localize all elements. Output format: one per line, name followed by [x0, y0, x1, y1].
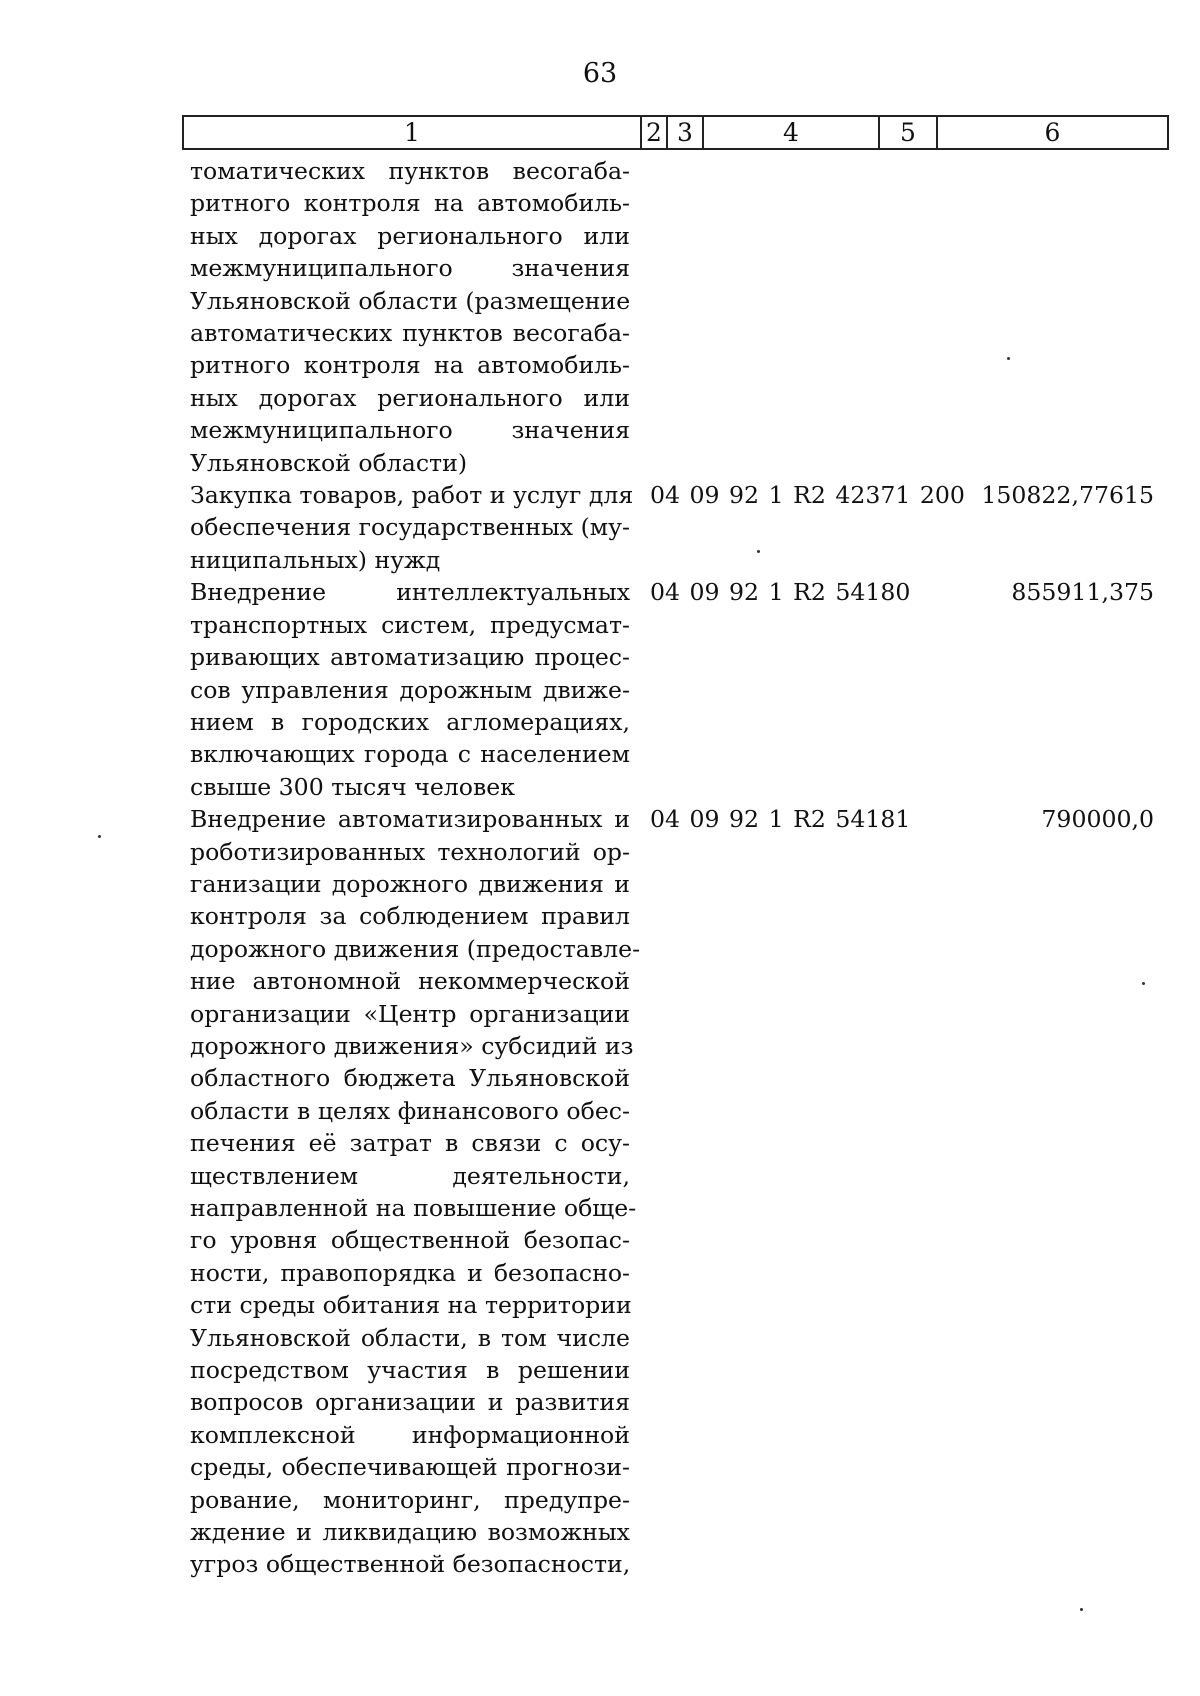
- column-header-2: 2: [642, 117, 668, 148]
- description-line: ществлением деятельности,: [190, 1161, 630, 1190]
- description-line: вопросов организации и развития: [190, 1388, 630, 1417]
- budget-classification-code: 04 09 92 1 R2 54180: [650, 578, 911, 607]
- column-header-5: 5: [880, 117, 938, 148]
- scan-speck: [98, 835, 101, 838]
- column-header-4: 4: [704, 117, 880, 148]
- table-body: [190, 155, 1154, 1581]
- description-line: межмуниципального значения: [190, 254, 630, 283]
- description-line: томатических пунктов весогаба-: [190, 157, 630, 185]
- description-line: ривающих автоматизацию процес-: [190, 643, 630, 672]
- description-line: контроля за соблюдением правил: [190, 902, 630, 931]
- description-line: обеспечения государственных (му-: [190, 513, 630, 542]
- row-description: [190, 576, 630, 803]
- description-line: ниципальных) нужд: [190, 545, 441, 574]
- description-line: ритного контроля на автомобиль-: [190, 189, 630, 218]
- description-line: ных дорогах регионального или: [190, 383, 630, 412]
- amount-value: 150822,77615: [981, 481, 1154, 510]
- description-line: дорожного движения» субсидий из: [190, 1031, 634, 1060]
- description-line: Внедрение интеллектуальных: [190, 578, 630, 607]
- description-line: транспортных систем, предусмат-: [190, 610, 630, 639]
- amount-value: 790000,0: [1041, 805, 1154, 834]
- description-line: ние автономной некоммерческой: [190, 967, 630, 996]
- description-line: сов управления дорожным движе-: [190, 675, 630, 704]
- description-line: ганизации дорожного движения и: [190, 869, 630, 898]
- scan-speck: [1142, 982, 1145, 985]
- description-line: Закупка товаров, работ и услуг для: [190, 481, 634, 510]
- description-line: направленной на повышение обще-: [190, 1194, 637, 1222]
- description-line: области в целях финансового обес-: [190, 1096, 630, 1125]
- description-line: областного бюджета Ульяновской: [190, 1064, 630, 1093]
- row-description: [190, 155, 630, 479]
- description-line: угроз общественной безопасности,: [190, 1550, 631, 1579]
- scan-speck: [1007, 357, 1010, 360]
- scan-speck: [757, 550, 760, 553]
- amount-value: 855911,375: [1011, 578, 1154, 607]
- description-line: ности, правопорядка и безопасно-: [190, 1258, 630, 1287]
- description-line: включающих города с населением: [190, 740, 630, 769]
- description-line: организации «Центр организации: [190, 999, 630, 1028]
- description-line: межмуниципального значения: [190, 416, 630, 445]
- page-number: 63: [582, 58, 618, 89]
- column-header-6: 6: [1044, 118, 1061, 147]
- description-line: сти среды обитания на территории: [190, 1291, 632, 1320]
- description-line: Ульяновской области, в том числе: [190, 1323, 630, 1352]
- description-line: среды, обеспечивающей прогнози-: [190, 1453, 630, 1482]
- description-line: дорожного движения (предоставле-: [190, 934, 641, 963]
- description-line: Ульяновской области (размещение: [190, 286, 631, 315]
- description-line: ритного контроля на автомобиль-: [190, 351, 630, 380]
- scan-speck: [1080, 1608, 1083, 1611]
- column-header-3: 3: [668, 117, 704, 148]
- budget-classification-code: 04 09 92 1 R2 54181: [650, 805, 911, 834]
- description-line: рование, мониторинг, предупре-: [190, 1485, 630, 1514]
- table-row: [190, 803, 1154, 1581]
- column-header-1: 1: [184, 117, 642, 148]
- description-line: комплексной информационной: [190, 1420, 630, 1449]
- description-line: Внедрение автоматизированных и: [190, 805, 630, 834]
- description-line: свыше 300 тысяч человек: [190, 772, 515, 801]
- description-line: Ульяновской области): [190, 448, 468, 477]
- description-line: роботизированных технологий ор-: [190, 837, 630, 866]
- table-row: [190, 576, 1154, 803]
- table-header-row: [182, 115, 1169, 150]
- description-line: печения её затрат в связи с осу-: [190, 1129, 630, 1158]
- description-line: нием в городских агломерациях,: [190, 707, 630, 736]
- row-description: [190, 803, 641, 1581]
- description-line: го уровня общественной безопас-: [190, 1226, 630, 1255]
- row-description: [190, 479, 634, 576]
- table-row: [190, 155, 1150, 479]
- description-line: посредством участия в решении: [190, 1356, 630, 1385]
- table-row: [190, 479, 1154, 576]
- description-line: ных дорогах регионального или: [190, 221, 630, 250]
- description-line: ждение и ликвидацию возможных: [190, 1518, 630, 1547]
- budget-classification-code: 04 09 92 1 R2 42371 200: [650, 481, 965, 510]
- description-line: автоматических пунктов весогаба-: [190, 319, 630, 348]
